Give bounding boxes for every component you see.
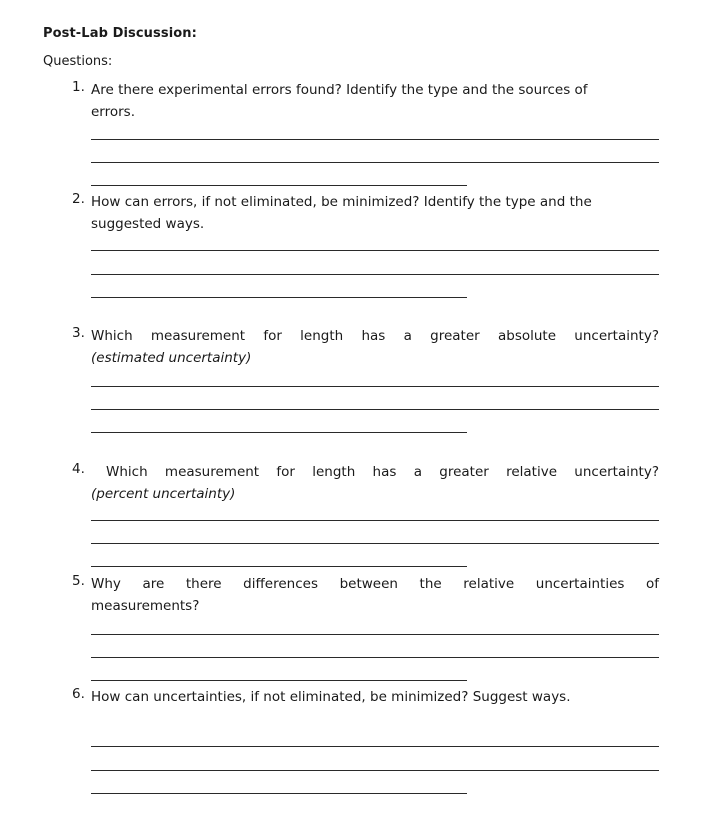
answer-line[interactable]: [91, 250, 659, 251]
question-text: [91, 686, 659, 708]
question-text: [91, 325, 659, 369]
question-line: Why are there differences between the relative uncertainties of: [91, 576, 659, 592]
answer-line[interactable]: [91, 657, 659, 658]
answer-line[interactable]: [91, 770, 659, 771]
question-text: [91, 573, 659, 617]
questions-label: Questions:: [43, 54, 113, 69]
answer-line[interactable]: [91, 409, 659, 410]
question-text: [91, 191, 659, 235]
question-line: Which measurement for length has a greater absolute uncertainty?: [91, 328, 659, 344]
question-text: [106, 461, 659, 483]
answer-line[interactable]: [91, 680, 467, 681]
question-line: How can errors, if not eliminated, be minimized? Identify the type and the: [91, 194, 592, 210]
section-heading: Post-Lab Discussion:: [43, 26, 197, 41]
answer-line[interactable]: [91, 634, 659, 635]
answer-line[interactable]: [91, 432, 467, 433]
answer-line[interactable]: [91, 274, 659, 275]
question-number: 5.: [72, 573, 85, 589]
answer-line[interactable]: [91, 386, 659, 387]
question-line: (percent uncertainty): [91, 486, 236, 502]
answer-line[interactable]: [91, 162, 659, 163]
answer-line[interactable]: [91, 746, 659, 747]
answer-line[interactable]: [91, 566, 467, 567]
question-number: 3.: [72, 325, 85, 341]
question-number: 4.: [72, 461, 85, 477]
question-number: 1.: [72, 79, 85, 95]
question-line: (estimated uncertainty): [91, 350, 252, 366]
answer-line[interactable]: [91, 520, 659, 521]
question-line: errors.: [91, 104, 136, 120]
question-text: [91, 79, 659, 123]
question-line: Which measurement for length has a greater relative uncertainty?: [106, 464, 659, 480]
answer-line[interactable]: [91, 139, 659, 140]
question-number: 2.: [72, 191, 85, 207]
answer-line[interactable]: [91, 793, 467, 794]
question-line: How can uncertainties, if not eliminated, be minimized? Suggest ways.: [91, 689, 571, 705]
answer-line[interactable]: [91, 543, 659, 544]
answer-line[interactable]: [91, 297, 467, 298]
answer-line[interactable]: [91, 185, 467, 186]
question-number: 6.: [72, 686, 85, 702]
question-line: Are there experimental errors found? Identify the type and the sources of: [91, 82, 588, 98]
question-line: measurements?: [91, 598, 200, 614]
question-line: suggested ways.: [91, 216, 205, 232]
